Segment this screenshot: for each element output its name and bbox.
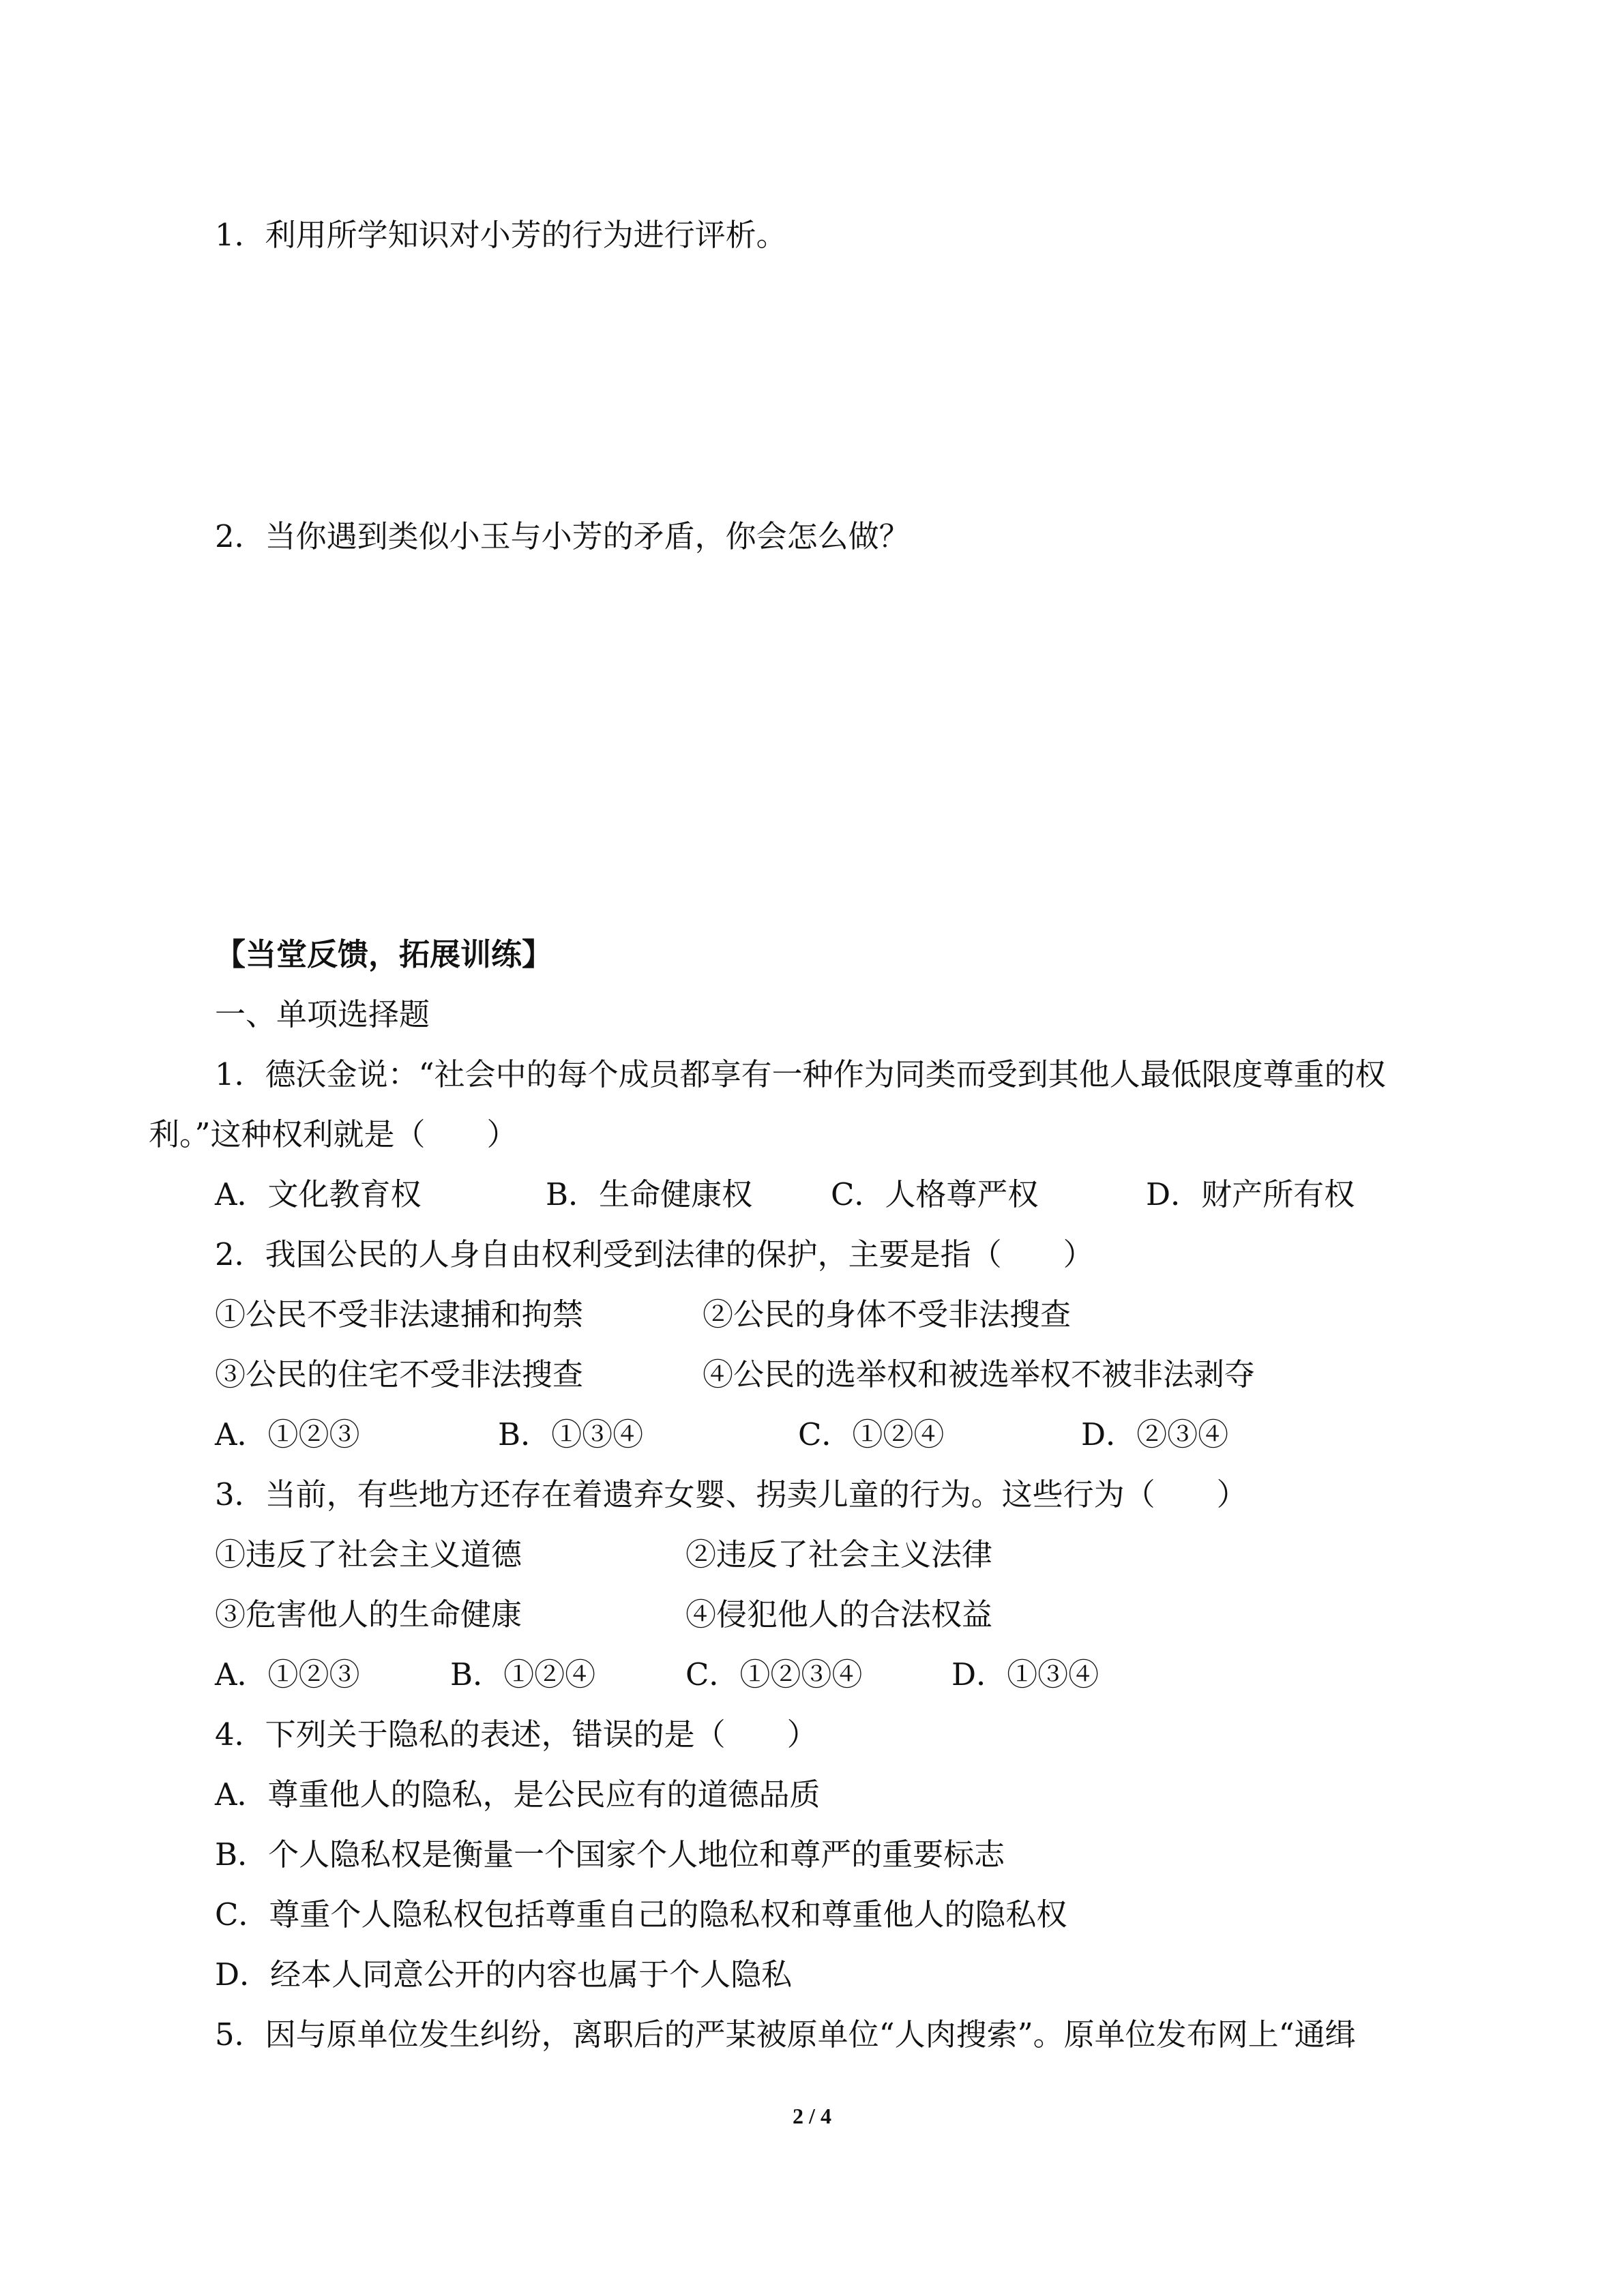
reflection-question-2: 2．当你遇到类似小玉与小芳的矛盾，你会怎么做？: [215, 518, 910, 554]
question-3-item-3: ③危害他人的生命健康: [215, 1596, 522, 1632]
reflection-question-1: 1．利用所学知识对小芳的行为进行评析。: [215, 217, 787, 253]
question-4-option-a: A．尊重他人的隐私，是公民应有的道德品质: [215, 1776, 821, 1813]
question-1-stem-line-2: 利。”这种权利就是（ ）: [149, 1116, 518, 1152]
section-heading: 【当堂反馈，拓展训练】: [215, 936, 553, 972]
question-4-stem: 4．下列关于隐私的表述，错误的是（ ）: [215, 1716, 818, 1753]
question-2-option-c: C．①②④: [798, 1416, 945, 1452]
question-3-item-1: ①违反了社会主义道德: [215, 1536, 522, 1572]
page-number: 2 / 4: [793, 2104, 831, 2128]
question-1-option-d: D．财产所有权: [1146, 1176, 1355, 1212]
question-1-option-b: B．生命健康权: [546, 1176, 753, 1212]
question-3-item-2: ②违反了社会主义法律: [685, 1536, 993, 1572]
question-4-option-d: D．经本人同意公开的内容也属于个人隐私: [215, 1956, 793, 1993]
question-2-stem: 2．我国公民的人身自由权利受到法律的保护，主要是指（ ）: [215, 1236, 1094, 1272]
question-4-option-b: B．个人隐私权是衡量一个国家个人地位和尊严的重要标志: [215, 1836, 1005, 1873]
question-3-option-a: A．①②③: [215, 1656, 360, 1693]
question-1-stem-line-1: 1．德沃金说：“社会中的每个成员都享有一种作为同类而受到其他人最低限度尊重的权: [215, 1056, 1386, 1092]
question-3-stem: 3．当前，有些地方还存在着遗弃女婴、拐卖儿童的行为。这些行为（ ）: [215, 1476, 1247, 1512]
question-1-option-c: C．人格尊严权: [831, 1176, 1039, 1212]
question-1-option-a: A．文化教育权: [215, 1176, 422, 1212]
question-2-item-4: ④公民的选举权和被选举权不被非法剥夺: [703, 1356, 1256, 1392]
question-2-option-a: A．①②③: [215, 1416, 360, 1452]
question-2-item-1: ①公民不受非法逮捕和拘禁: [215, 1296, 584, 1332]
question-4-option-c: C．尊重个人隐私权包括尊重自己的隐私权和尊重他人的隐私权: [215, 1896, 1067, 1933]
question-3-option-b: B．①②④: [450, 1656, 596, 1693]
question-3-item-4: ④侵犯他人的合法权益: [685, 1596, 993, 1632]
question-2-item-3: ③公民的住宅不受非法搜查: [215, 1356, 584, 1392]
question-5-stem: 5．因与原单位发生纠纷，离职后的严某被原单位“人肉搜索”。原单位发布网上“通缉: [215, 2016, 1356, 2053]
question-2-option-d: D．②③④: [1081, 1416, 1229, 1452]
question-2-item-2: ②公民的身体不受非法搜查: [703, 1296, 1072, 1332]
question-2-option-b: B．①③④: [498, 1416, 644, 1452]
section-subheading: 一、单项选择题: [215, 996, 430, 1032]
question-3-option-c: C．①②③④: [685, 1656, 863, 1693]
question-3-option-d: D．①③④: [951, 1656, 1099, 1693]
